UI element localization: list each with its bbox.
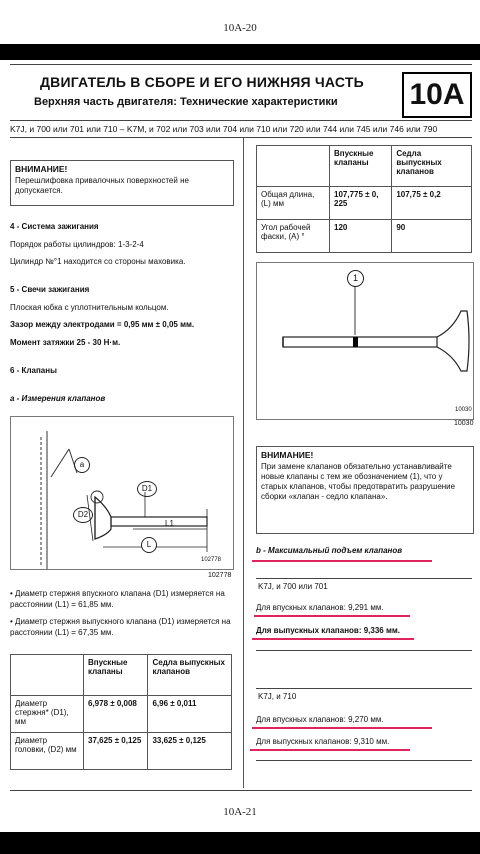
valve-marking-diagram <box>256 262 474 420</box>
page-subtitle: Верхняя часть двигателя: Технические характеристики <box>34 96 338 108</box>
valve-measurement-drawing <box>11 417 233 569</box>
group1-exhaust: Для выпускных клапанов: 9,336 мм. <box>256 626 401 635</box>
bullet-icon: • <box>10 589 16 598</box>
group1-rule <box>256 578 472 579</box>
note-exhaust-stem <box>10 616 232 638</box>
label-d1: D1 <box>137 481 157 497</box>
warning-title: ВНИМАНИЕ! <box>261 450 314 460</box>
top-page-number: 10A-20 <box>223 22 257 34</box>
diagram-code: 102778 <box>208 572 232 579</box>
note-intake-text: Диаметр стержня впускного клапана (D1) измеряется на расстоянии (L1) = 61,85 мм. <box>10 589 225 609</box>
footer-rule <box>10 790 472 791</box>
table-row <box>257 187 472 220</box>
max-lift-title: b - Максимальный подъем клапанов <box>256 546 403 555</box>
table-cell: Угол рабочей фаски, (A) ° <box>257 220 330 253</box>
highlight-line <box>250 749 410 751</box>
table-cell: Диаметр головки, (D2) мм <box>11 733 84 770</box>
models-rule <box>10 137 472 138</box>
group2-rule-bottom <box>256 760 472 761</box>
table-header-cell: Впускные клапаны <box>84 655 148 696</box>
group2-model: K7J, и 710 <box>258 692 297 701</box>
plugs-type: Плоская юбка с уплотнительным кольцом. <box>10 303 169 312</box>
table-cell: 6,96 ± 0,011 <box>148 696 232 733</box>
marker-1: 1 <box>347 270 364 287</box>
group1-model: K7J, и 700 или 701 <box>258 582 328 591</box>
engine-models: K7J, и 700 или 701 или 710 – K7M, и 702 или 703 или 704 или 710 или 720 или 744 или 745 или 746 или 790 <box>10 124 438 134</box>
table-cell: Общая длина, (L) мм <box>257 187 330 220</box>
warning-text: При замене клапанов обязательно устанавливайте новые клапаны с тем же обозначением (1), что у старых клапанов, чтобы предотвратить разрушение сборки «клапан - седло клапана». <box>261 462 456 501</box>
group1-intake: Для впускных клапанов: 9,291 мм. <box>256 603 384 612</box>
table-cell: 33,625 ± 0,125 <box>148 733 232 770</box>
table-row <box>257 220 472 253</box>
group2-exhaust: Для выпускных клапанов: 9,310 мм. <box>256 737 390 746</box>
bullet-icon: • <box>10 617 16 626</box>
label-a: a <box>74 457 90 473</box>
page-separator-top <box>0 44 480 60</box>
header-rule-top <box>10 64 472 65</box>
group1-rule-bottom <box>256 650 472 651</box>
table-cell: 107,775 ± 0, 225 <box>330 187 392 220</box>
table-row <box>11 696 232 733</box>
table-header-cell <box>11 655 84 696</box>
note-exhaust-text: Диаметр стержня выпускного клапана (D1) измеряется на расстоянии (L1) = 67,35 мм. <box>10 617 231 637</box>
valve-marking-drawing <box>257 263 473 419</box>
diagram-code-inner: 10030 <box>455 407 472 413</box>
warning-title: ВНИМАНИЕ! <box>15 164 68 174</box>
valve-length-table <box>256 145 472 253</box>
warning-box-left <box>10 160 234 206</box>
column-divider <box>243 138 244 788</box>
table-cell: Диаметр стержня* (D1), мм <box>11 696 84 733</box>
table-header-cell: Седла выпускных клапанов <box>392 146 472 187</box>
label-l1: L1 <box>165 519 174 528</box>
table-cell: 90 <box>392 220 472 253</box>
table-row <box>11 733 232 770</box>
highlight-line <box>252 727 432 729</box>
valve-diameter-table <box>10 654 232 770</box>
table-header-row <box>11 655 232 696</box>
label-d2: D2 <box>73 507 93 523</box>
table-cell: 107,75 ± 0,2 <box>392 187 472 220</box>
highlight-line <box>254 615 410 617</box>
ignition-title: 4 - Система зажигания <box>10 222 99 231</box>
highlight-line <box>252 560 432 562</box>
table-header-cell: Впускные клапаны <box>330 146 392 187</box>
header-rule-bottom <box>10 120 472 121</box>
valves-title: 6 - Клапаны <box>10 366 57 375</box>
page-title: ДВИГАТЕЛЬ В СБОРЕ И ЕГО НИЖНЯЯ ЧАСТЬ <box>40 74 364 90</box>
valve-measurement-diagram <box>10 416 234 570</box>
ignition-cylinder-1: Цилиндр №°1 находится со стороны маховика. <box>10 257 186 266</box>
bottom-page-number: 10A-21 <box>223 806 257 818</box>
valves-measure-subtitle: a - Измерения клапанов <box>10 394 106 403</box>
group2-rule <box>256 688 472 689</box>
chapter-badge: 10A <box>402 72 472 118</box>
label-l: L <box>141 537 157 553</box>
page-separator-bottom <box>0 832 480 854</box>
plugs-gap: Зазор между электродами = 0,95 мм ± 0,05 мм. <box>10 320 195 329</box>
table-cell: 120 <box>330 220 392 253</box>
warning-box-right <box>256 446 474 534</box>
diagram-code: 10030 <box>454 420 474 427</box>
group2-intake: Для впускных клапанов: 9,270 мм. <box>256 715 384 724</box>
plugs-torque: Момент затяжки 25 - 30 Н·м. <box>10 338 121 347</box>
table-header-cell <box>257 146 330 187</box>
table-cell: 37,625 ± 0,125 <box>84 733 148 770</box>
note-intake-stem <box>10 588 232 610</box>
table-cell: 6,978 ± 0,008 <box>84 696 148 733</box>
warning-text: Перешлифовка привалочных поверхностей не допускается. <box>15 176 189 195</box>
diagram-code-inner: 102778 <box>201 557 222 563</box>
table-header-cell: Седла выпускных клапанов <box>148 655 232 696</box>
plugs-title: 5 - Свечи зажигания <box>10 285 90 294</box>
highlight-line <box>252 638 414 640</box>
table-header-row <box>257 146 472 187</box>
ignition-order: Порядок работы цилиндров: 1-3-2-4 <box>10 240 144 249</box>
